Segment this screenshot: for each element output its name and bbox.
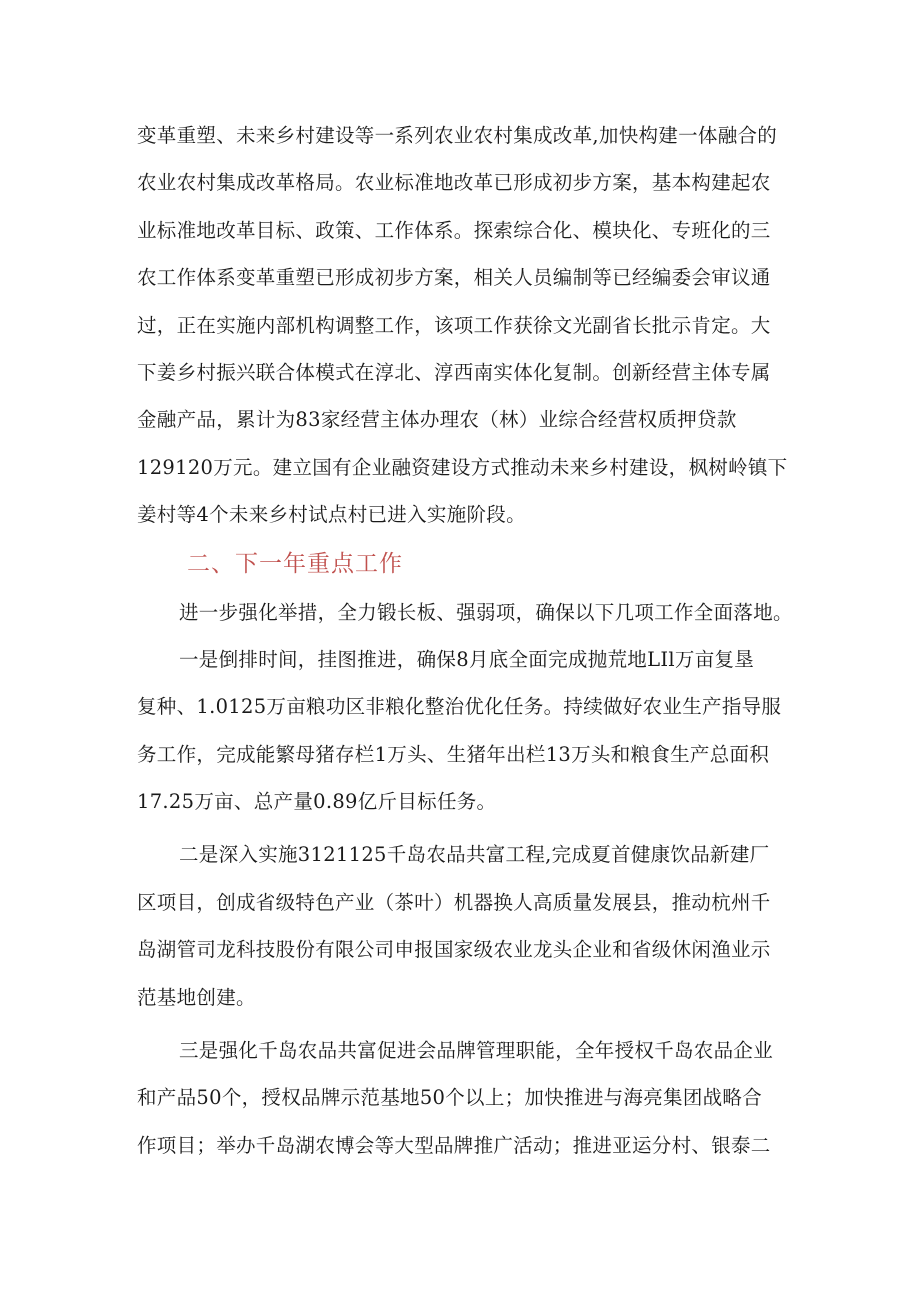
text-line: 金融产品，累计为83家经营主体办理农（林）业综合经营权质押贷款 — [137, 408, 737, 432]
text-line: 下姜乡村振兴联合体模式在淳北、淳西南实体化复制。创新经营主体专属 — [137, 360, 771, 384]
text-line: 姜村等4个未来乡村试点村已进入实施阶段。 — [137, 503, 526, 527]
text-line: 范基地创建。 — [137, 985, 256, 1009]
text-line: 农业农村集成改革格局。农业标准地改革已形成初步方案，基本构建起农 — [137, 171, 771, 195]
text-line: 务工作，完成能繁母猪存栏1万头、生猪年出栏13万头和粮食生产总面积 — [137, 742, 770, 766]
paragraph-reform-progress — [137, 112, 787, 539]
text-line: 业标准地改革目标、政策、工作体系。探索综合化、模块化、专班化的三 — [137, 218, 771, 242]
text-line: 作项目；举办千岛湖农博会等大型品牌推广活动；推进亚运分村、银泰二 — [137, 1133, 771, 1157]
text-line: 和产品50个，授权品牌示范基地50个以上；加快推进与海亮集团战略合 — [137, 1086, 763, 1110]
text-line: 过，正在实施内部机构调整工作，该项工作获徐文光副省长批示肯定。大 — [137, 313, 771, 337]
text-line: 区项目，创成省级特色产业（茶叶）机器换人高质量发展县，推动杭州千 — [137, 890, 771, 914]
section-heading: 二、下一年重点工作 — [187, 550, 403, 577]
text-line: 农工作体系变革重塑已形成初步方案，相关人员编制等已经编委会审议通 — [137, 266, 771, 290]
text-line: 岛湖管司龙科技股份有限公司申报国家级农业龙头企业和省级休闲渔业示 — [137, 938, 771, 962]
document-page — [137, 112, 793, 1169]
text-line: 129120万元。建立国有企业融资建设方式推动未来乡村建设，枫树岭镇下 — [137, 455, 788, 479]
paragraph-item-2 — [137, 831, 787, 1021]
text-line: 二是深入实施3121125千岛农品共富工程,完成夏首健康饮品新建厂 — [179, 843, 770, 867]
text-line: 17.25万亩、总产量0.89亿斤目标任务。 — [137, 790, 497, 814]
paragraph-item-3 — [137, 1027, 787, 1169]
text-line: 三是强化千岛农品共富促进会品牌管理职能，全年授权千岛农品企业 — [179, 1039, 774, 1063]
paragraph-item-1 — [137, 636, 787, 826]
text-line: 一是倒排时间，挂图推进，确保8月底全面完成抛荒地LIl万亩复垦 — [179, 647, 755, 671]
text-line: 变革重塑、未来乡村建设等一系列农业农村集成改革,加快构建一体融合的 — [137, 124, 778, 147]
text-line: 复种、1.0125万亩粮功区非粮化整治优化任务。持续做好农业生产指导服 — [137, 695, 782, 719]
intro-paragraph: 进一步强化举措，全力锻长板、强弱项，确保以下几项工作全面落地。 — [179, 600, 793, 624]
